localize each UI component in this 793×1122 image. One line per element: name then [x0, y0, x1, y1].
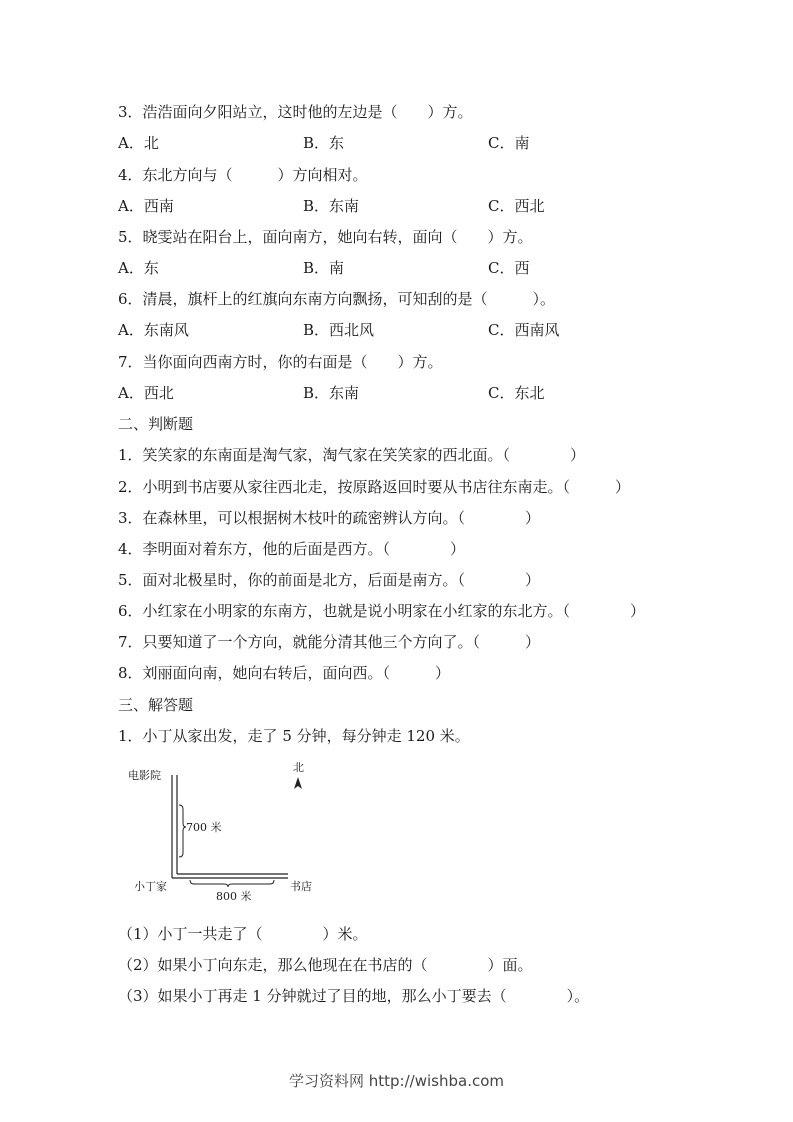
vertical-brace — [179, 805, 186, 857]
route-map-figure — [120, 755, 330, 905]
problem-1-stem: 1．小丁从家出发，走了 5 分钟，每分钟走 120 米。 — [118, 727, 470, 745]
option-c: C．南 — [488, 134, 530, 152]
option-a: A．东南风 — [118, 321, 189, 339]
judge-question-7: 7．只要知道了一个方向，就能分清其他三个方向了。（ ） — [118, 633, 541, 651]
option-b: B．东 — [303, 134, 345, 152]
judge-question-6: 6．小红家在小明家的东南方，也就是说小明家在小红家的东北方。（ ） — [118, 602, 646, 620]
option-a: A．东 — [118, 259, 159, 277]
choice-question-3: 3．浩浩面向夕阳站立，这时他的左边是（ ）方。 — [118, 103, 473, 121]
section-title-judge: 二、判断题 — [118, 415, 194, 433]
choice-question-7: 7．当你面向西南方时，你的右面是（ ）方。 — [118, 353, 443, 371]
option-b: B．南 — [303, 259, 345, 277]
option-b: B．东南 — [303, 384, 360, 402]
horizontal-brace — [190, 880, 274, 887]
bookstore-label: 书店 — [290, 880, 312, 893]
judge-question-3: 3．在森林里，可以根据树木枝叶的疏密辨认方向。（ ） — [118, 509, 541, 527]
judge-question-5: 5．面对北极星时，你的前面是北方，后面是南方。（ ） — [118, 571, 541, 589]
cinema-label: 电影院 — [128, 769, 161, 782]
option-b: B．西北风 — [303, 321, 375, 339]
judge-question-8: 8．刘丽面向南，她向右转后，面向西。（ ） — [118, 664, 451, 682]
horizontal-distance-label: 800 米 — [216, 890, 252, 903]
option-c: C．西 — [488, 259, 530, 277]
section-title-answer: 三、解答题 — [118, 696, 194, 714]
north-label: 北 — [293, 761, 304, 774]
option-a: A．北 — [118, 134, 159, 152]
north-arrow-icon — [294, 777, 302, 789]
subquestion-3: （3）如果小丁再走 1 分钟就过了目的地，那么小丁要去（ ）。 — [118, 987, 590, 1005]
option-b: B．东南 — [303, 197, 360, 215]
judge-question-2: 2．小明到书店要从家往西北走，按原路返回时要从书店往东南走。（ ） — [118, 478, 631, 496]
subquestion-2: （2）如果小丁向东走，那么他现在在书店的（ ）面。 — [118, 956, 533, 974]
footer-watermark: 学习资料网 http://wishba.com — [289, 1072, 504, 1090]
option-a: A．西北 — [118, 384, 174, 402]
choice-question-6: 6．清晨，旗杆上的红旗向东南方向飘扬，可知刮的是（ ）。 — [118, 290, 556, 308]
subquestion-1: （1）小丁一共走了（ ）米。 — [118, 925, 368, 943]
vertical-distance-label: 700 米 — [186, 821, 222, 834]
choice-question-4: 4．东北方向与（ ）方向相对。 — [118, 166, 368, 184]
option-c: C．西南风 — [488, 321, 560, 339]
home-label: 小丁家 — [134, 880, 167, 893]
option-c: C．东北 — [488, 384, 545, 402]
judge-question-1: 1．笑笑家的东南面是淘气家，淘气家在笑笑家的西北面。（ ） — [118, 446, 586, 464]
choice-question-5: 5．晓雯站在阳台上，面向南方，她向右转，面向（ ）方。 — [118, 228, 533, 246]
option-a: A．西南 — [118, 197, 174, 215]
judge-question-4: 4．李明面对着东方，他的后面是西方。（ ） — [118, 540, 466, 558]
option-c: C．西北 — [488, 197, 545, 215]
